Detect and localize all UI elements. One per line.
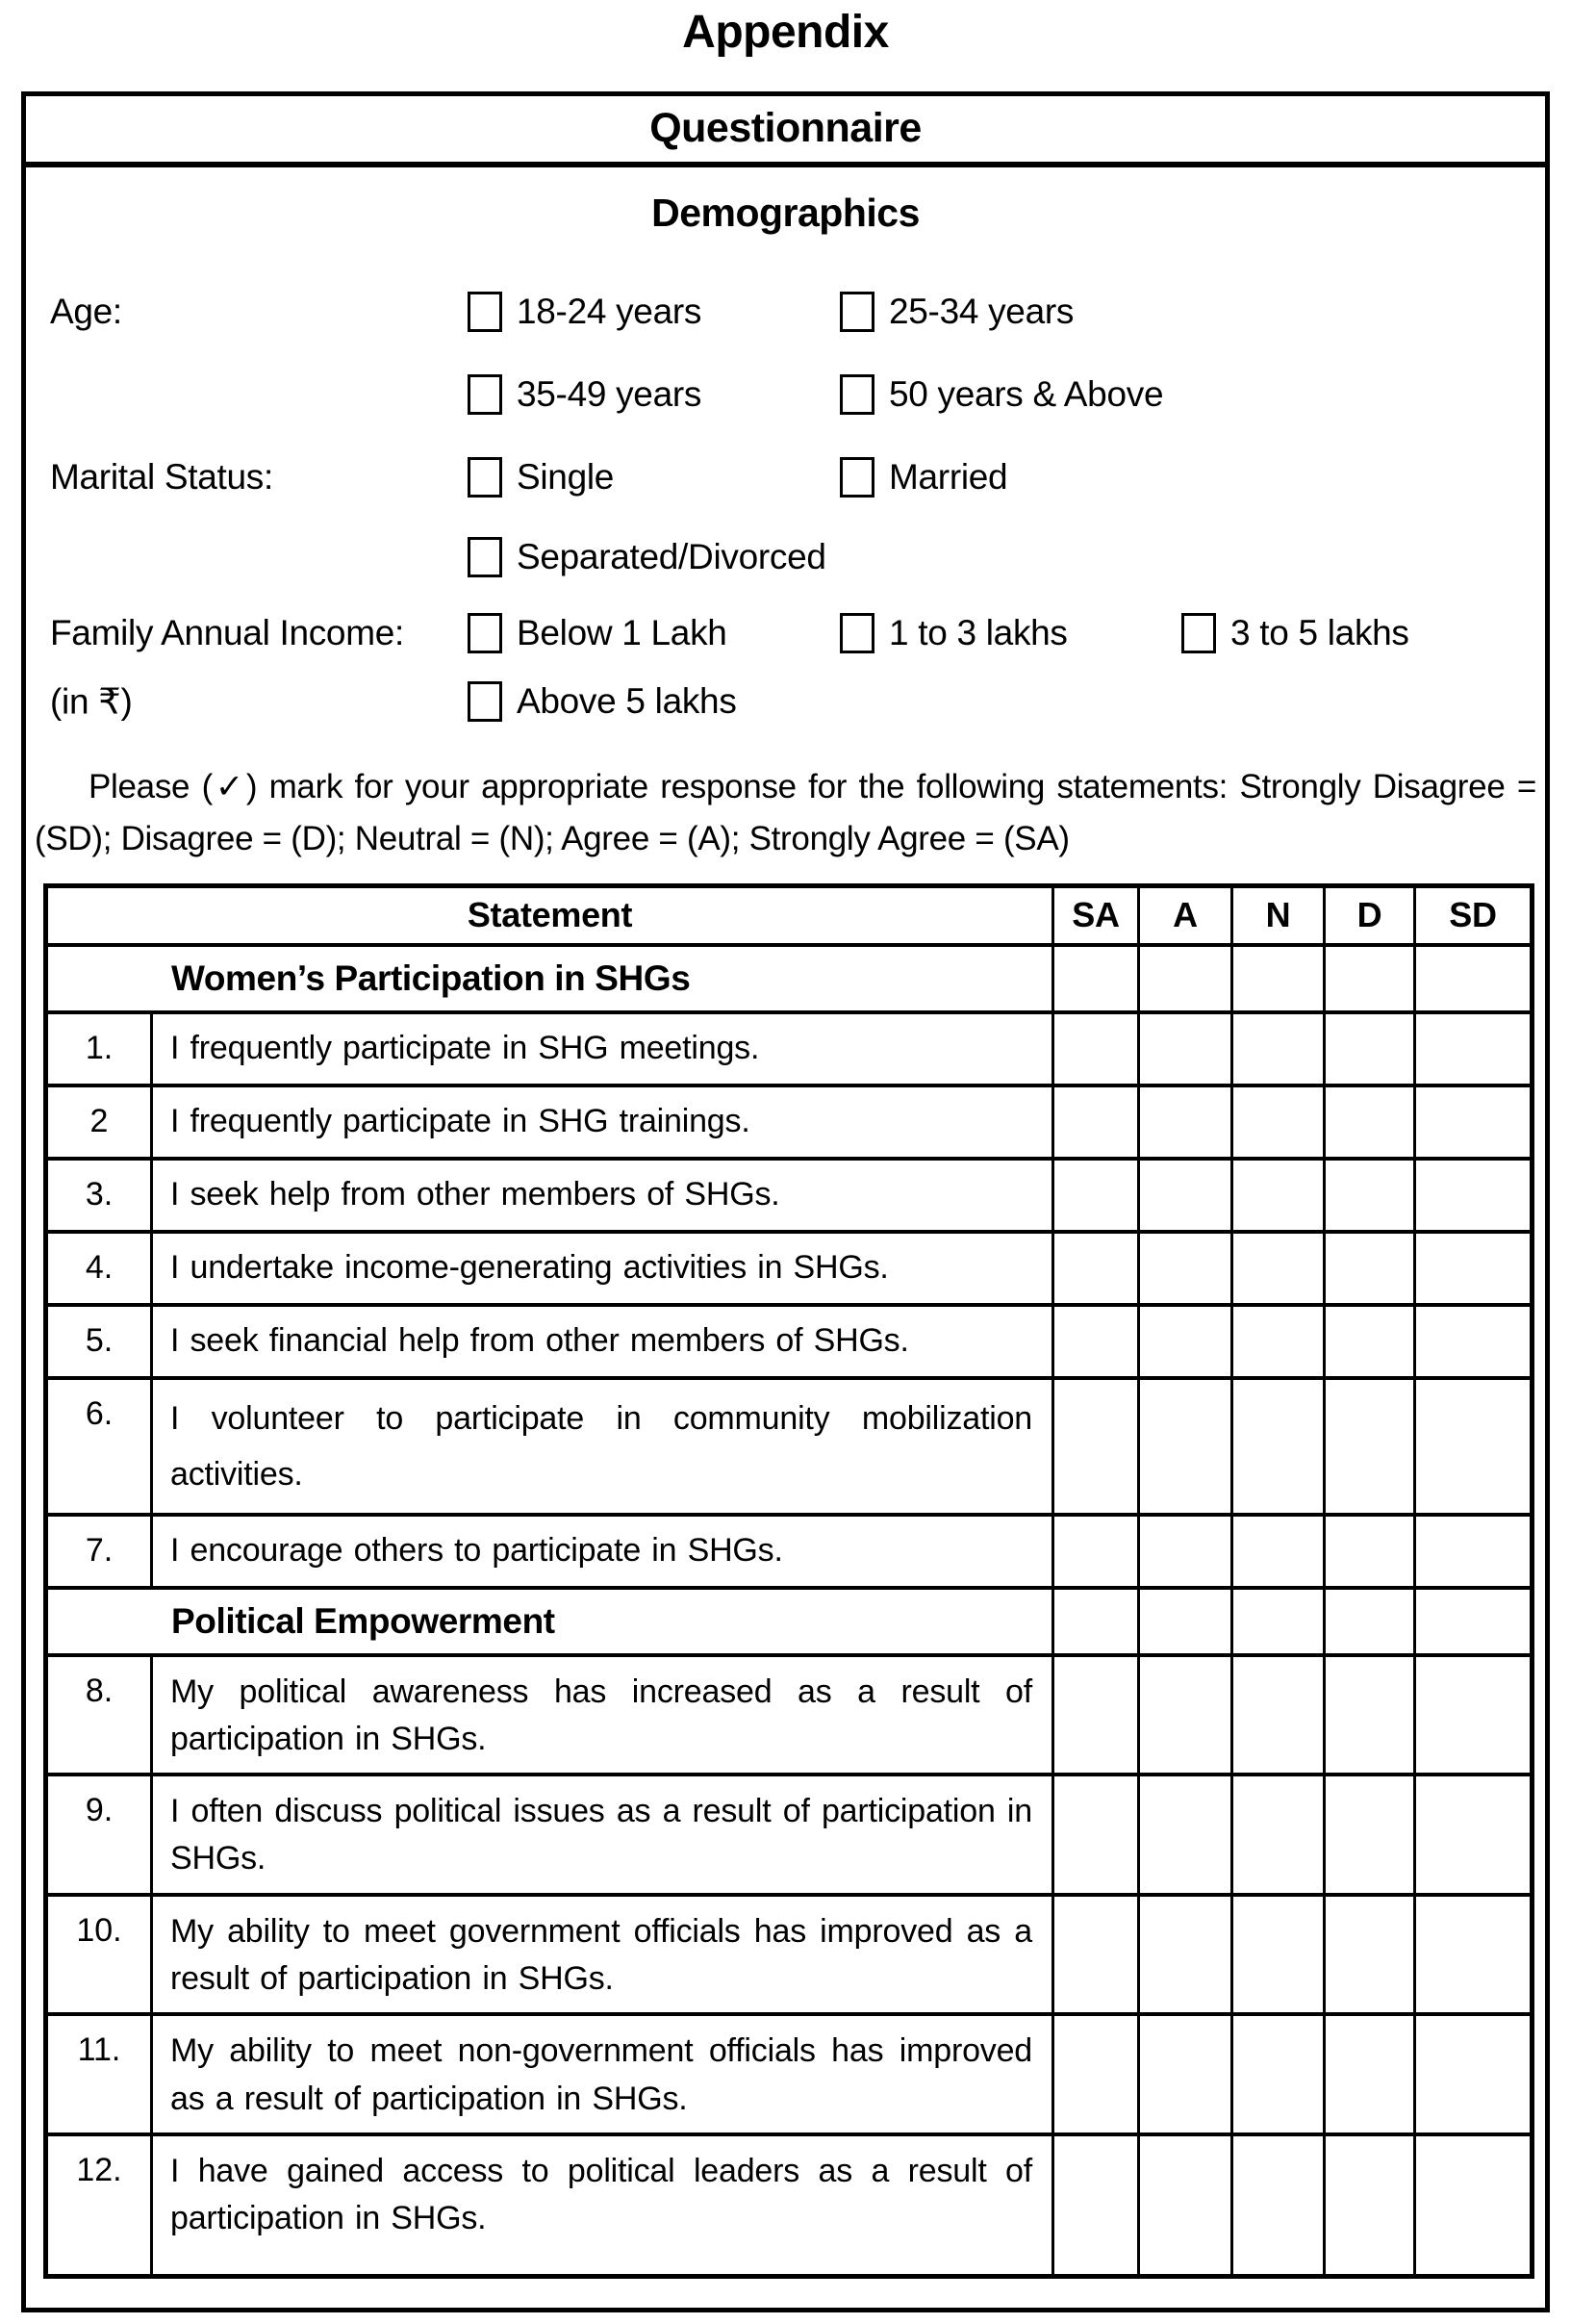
rating-cell[interactable] [1325, 1012, 1415, 1085]
checkbox-icon[interactable] [468, 681, 502, 722]
rating-cell[interactable] [1232, 1515, 1325, 1588]
rating-cell[interactable] [1053, 1012, 1139, 1085]
statement-row [46, 1085, 1533, 1159]
rating-cell[interactable] [1053, 945, 1139, 1012]
rating-column-header-a: A [1139, 885, 1232, 945]
rating-column-header-sa: SA [1053, 885, 1139, 945]
rating-cell[interactable] [1053, 1378, 1139, 1515]
rating-cell[interactable] [1139, 945, 1232, 1012]
row-number: 5. [46, 1305, 152, 1378]
checkbox-icon[interactable] [468, 292, 502, 332]
row-number: 3. [46, 1159, 152, 1232]
rating-cell[interactable] [1325, 2134, 1415, 2276]
statement-column-header: Statement [46, 885, 1053, 945]
rating-cell[interactable] [1139, 1159, 1232, 1232]
rating-cell[interactable] [1232, 945, 1325, 1012]
response-table [43, 883, 1534, 2279]
checkbox-option[interactable] [468, 681, 737, 722]
questionnaire-box [21, 91, 1550, 2312]
rating-column-header-n: N [1232, 885, 1325, 945]
rating-cell[interactable] [1232, 1159, 1325, 1232]
rating-cell[interactable] [1139, 1232, 1232, 1305]
rating-column-header-sd: SD [1415, 885, 1533, 945]
demo-row-age [26, 270, 1545, 353]
page-title: Appendix [682, 7, 889, 58]
rating-cell[interactable] [1053, 1232, 1139, 1305]
statement-text: I have gained access to political leaders as a result of participation in SHGs. [152, 2134, 1053, 2276]
rating-cell[interactable] [1232, 1588, 1325, 1655]
rating-cell[interactable] [1139, 1305, 1232, 1378]
checkbox-option[interactable] [840, 292, 1074, 332]
option-label: 1 to 3 lakhs [889, 613, 1068, 652]
statement-row [46, 1515, 1533, 1588]
rating-cell[interactable] [1325, 945, 1415, 1012]
rating-cell[interactable] [1415, 1085, 1533, 1159]
statement-row [46, 1895, 1533, 2015]
checkbox-icon[interactable] [468, 537, 502, 577]
option-label: Separated/Divorced [517, 537, 826, 576]
checkbox-icon[interactable] [468, 374, 502, 415]
demographics-section [26, 270, 1545, 732]
rating-cell[interactable] [1325, 1378, 1415, 1515]
rating-cell[interactable] [1415, 1305, 1533, 1378]
row-number: 11. [46, 2014, 152, 2134]
statement-text: I seek help from other members of SHGs. [152, 1159, 1053, 1232]
rating-cell[interactable] [1325, 2014, 1415, 2134]
rating-cell[interactable] [1053, 1655, 1139, 1775]
checkbox-icon[interactable] [1181, 613, 1216, 653]
option-label: 35-49 years [517, 374, 702, 414]
demo-row-age2 [26, 353, 1545, 436]
rating-cell[interactable] [1232, 1012, 1325, 1085]
statement-text: I encourage others to participate in SHGs. [152, 1515, 1053, 1588]
statement-row [46, 1305, 1533, 1378]
checkbox-option[interactable] [468, 292, 701, 332]
checkbox-icon[interactable] [468, 613, 502, 653]
rating-cell[interactable] [1415, 2014, 1533, 2134]
checkbox-icon[interactable] [840, 374, 874, 415]
rating-cell[interactable] [1415, 1159, 1533, 1232]
checkbox-icon[interactable] [468, 457, 502, 498]
rating-cell[interactable] [1053, 1159, 1139, 1232]
statement-text: I seek financial help from other members of SHGs. [152, 1305, 1053, 1378]
rating-cell[interactable] [1415, 1378, 1533, 1515]
statement-row [46, 1655, 1533, 1775]
row-number: 1. [46, 1012, 152, 1085]
statement-row [46, 1775, 1533, 1895]
rating-cell[interactable] [1139, 1588, 1232, 1655]
field-label-income-currency: (in ₹) [50, 681, 133, 722]
statement-row [46, 2134, 1533, 2276]
option-label: Below 1 Lakh [517, 613, 727, 652]
checkbox-option[interactable] [468, 374, 701, 415]
rating-cell[interactable] [1415, 1515, 1533, 1588]
rating-cell[interactable] [1053, 1085, 1139, 1159]
rating-cell[interactable] [1325, 1775, 1415, 1895]
checkbox-option[interactable] [468, 537, 826, 577]
rating-cell[interactable] [1325, 1588, 1415, 1655]
rating-cell[interactable] [1139, 1895, 1232, 2015]
rating-cell[interactable] [1139, 1775, 1232, 1895]
row-number: 9. [46, 1775, 152, 1895]
statement-text: I frequently participate in SHG trainings. [152, 1085, 1053, 1159]
rating-cell[interactable] [1415, 945, 1533, 1012]
questionnaire-header: Questionnaire [26, 96, 1545, 167]
demo-row-income2 [26, 671, 1545, 732]
rating-cell[interactable] [1232, 2134, 1325, 2276]
rating-cell[interactable] [1232, 1085, 1325, 1159]
option-label: 3 to 5 lakhs [1230, 613, 1409, 652]
rating-cell[interactable] [1415, 2134, 1533, 2276]
table-header-row [46, 885, 1533, 945]
rating-cell[interactable] [1139, 1378, 1232, 1515]
rating-cell[interactable] [1415, 1232, 1533, 1305]
section-title: Political Empowerment [46, 1588, 1053, 1655]
option-label: Above 5 lakhs [517, 681, 737, 721]
field-label-marital-status: Marital Status: [50, 457, 273, 497]
rating-cell[interactable] [1053, 2014, 1139, 2134]
rating-column-header-d: D [1325, 885, 1415, 945]
option-label: 50 years & Above [889, 374, 1164, 414]
rating-cell[interactable] [1325, 1085, 1415, 1159]
section-row [46, 1588, 1533, 1655]
statement-row [46, 1232, 1533, 1305]
checkbox-option[interactable] [840, 457, 1007, 498]
rating-cell[interactable] [1053, 1895, 1139, 2015]
statement-text: I undertake income-generating activities in SHGs. [152, 1232, 1053, 1305]
section-title: Women’s Participation in SHGs [46, 945, 1053, 1012]
rating-cell[interactable] [1139, 1515, 1232, 1588]
demographics-title: Demographics [651, 191, 920, 235]
rating-cell[interactable] [1053, 1775, 1139, 1895]
demo-row-income [26, 596, 1545, 671]
rating-cell[interactable] [1053, 1515, 1139, 1588]
field-label-age: Age: [50, 292, 122, 331]
rating-cell[interactable] [1325, 1159, 1415, 1232]
row-number: 4. [46, 1232, 152, 1305]
option-label: Single [517, 457, 615, 497]
rating-cell[interactable] [1325, 1895, 1415, 2015]
rating-cell[interactable] [1053, 2134, 1139, 2276]
rating-cell[interactable] [1415, 1012, 1533, 1085]
statement-text: I often discuss political issues as a result of participation in SHGs. [152, 1775, 1053, 1895]
rating-cell[interactable] [1325, 1655, 1415, 1775]
checkbox-option[interactable] [1181, 613, 1409, 653]
checkbox-icon[interactable] [840, 457, 874, 498]
checkbox-option[interactable] [468, 457, 614, 498]
checkbox-option[interactable] [840, 374, 1163, 415]
rating-cell[interactable] [1325, 1515, 1415, 1588]
checkbox-icon[interactable] [840, 292, 874, 332]
rating-cell[interactable] [1232, 1305, 1325, 1378]
statement-text: I volunteer to participate in community mobilization activities. [152, 1378, 1053, 1515]
statement-row [46, 1378, 1533, 1515]
rating-cell[interactable] [1139, 1085, 1232, 1159]
rating-cell[interactable] [1053, 1305, 1139, 1378]
statement-text: My political awareness has increased as a result of participation in SHGs. [152, 1655, 1053, 1775]
rating-cell[interactable] [1232, 2014, 1325, 2134]
rating-cell[interactable] [1325, 1305, 1415, 1378]
rating-cell[interactable] [1415, 1588, 1533, 1655]
row-number: 8. [46, 1655, 152, 1775]
checkbox-option[interactable] [840, 613, 1068, 653]
rating-cell[interactable] [1232, 1895, 1325, 2015]
rating-cell[interactable] [1415, 1775, 1533, 1895]
rating-cell[interactable] [1139, 1655, 1232, 1775]
row-number: 10. [46, 1895, 152, 2015]
rating-cell[interactable] [1415, 1655, 1533, 1775]
row-number: 12. [46, 2134, 152, 2276]
demo-row-marital [26, 436, 1545, 519]
statement-row [46, 1012, 1533, 1085]
statement-row [46, 1159, 1533, 1232]
statement-text: My ability to meet non-government officials has improved as a result of participation in SHGs. [152, 2014, 1053, 2134]
option-label: Married [889, 457, 1008, 497]
option-label: 25-34 years [889, 292, 1075, 331]
rating-cell[interactable] [1232, 1655, 1325, 1775]
rating-cell[interactable] [1139, 2014, 1232, 2134]
rating-cell[interactable] [1415, 1895, 1533, 2015]
checkbox-option[interactable] [468, 613, 727, 653]
rating-cell[interactable] [1139, 1012, 1232, 1085]
option-label: 18-24 years [517, 292, 702, 331]
rating-cell[interactable] [1232, 1775, 1325, 1895]
row-number: 2 [46, 1085, 152, 1159]
row-number: 6. [46, 1378, 152, 1515]
instruction-text: Please (✓) mark for your appropriate response for the following statements: Strongly Disagree = (SD); Disagree = (D); Neutral = (N); Agree = (A); Strongly Agree = (SA) [35, 768, 1536, 858]
rating-cell[interactable] [1232, 1232, 1325, 1305]
rating-cell[interactable] [1325, 1232, 1415, 1305]
statement-row [46, 2014, 1533, 2134]
checkbox-icon[interactable] [840, 613, 874, 653]
statement-text: I frequently participate in SHG meetings. [152, 1012, 1053, 1085]
demo-row-marital2 [26, 519, 1545, 596]
rating-cell[interactable] [1053, 1588, 1139, 1655]
section-row [46, 945, 1533, 1012]
rating-cell[interactable] [1232, 1378, 1325, 1515]
statement-text: My ability to meet government officials has improved as a result of participation in SHGs. [152, 1895, 1053, 2015]
rating-cell[interactable] [1139, 2134, 1232, 2276]
row-number: 7. [46, 1515, 152, 1588]
field-label-income: Family Annual Income: [50, 613, 404, 652]
